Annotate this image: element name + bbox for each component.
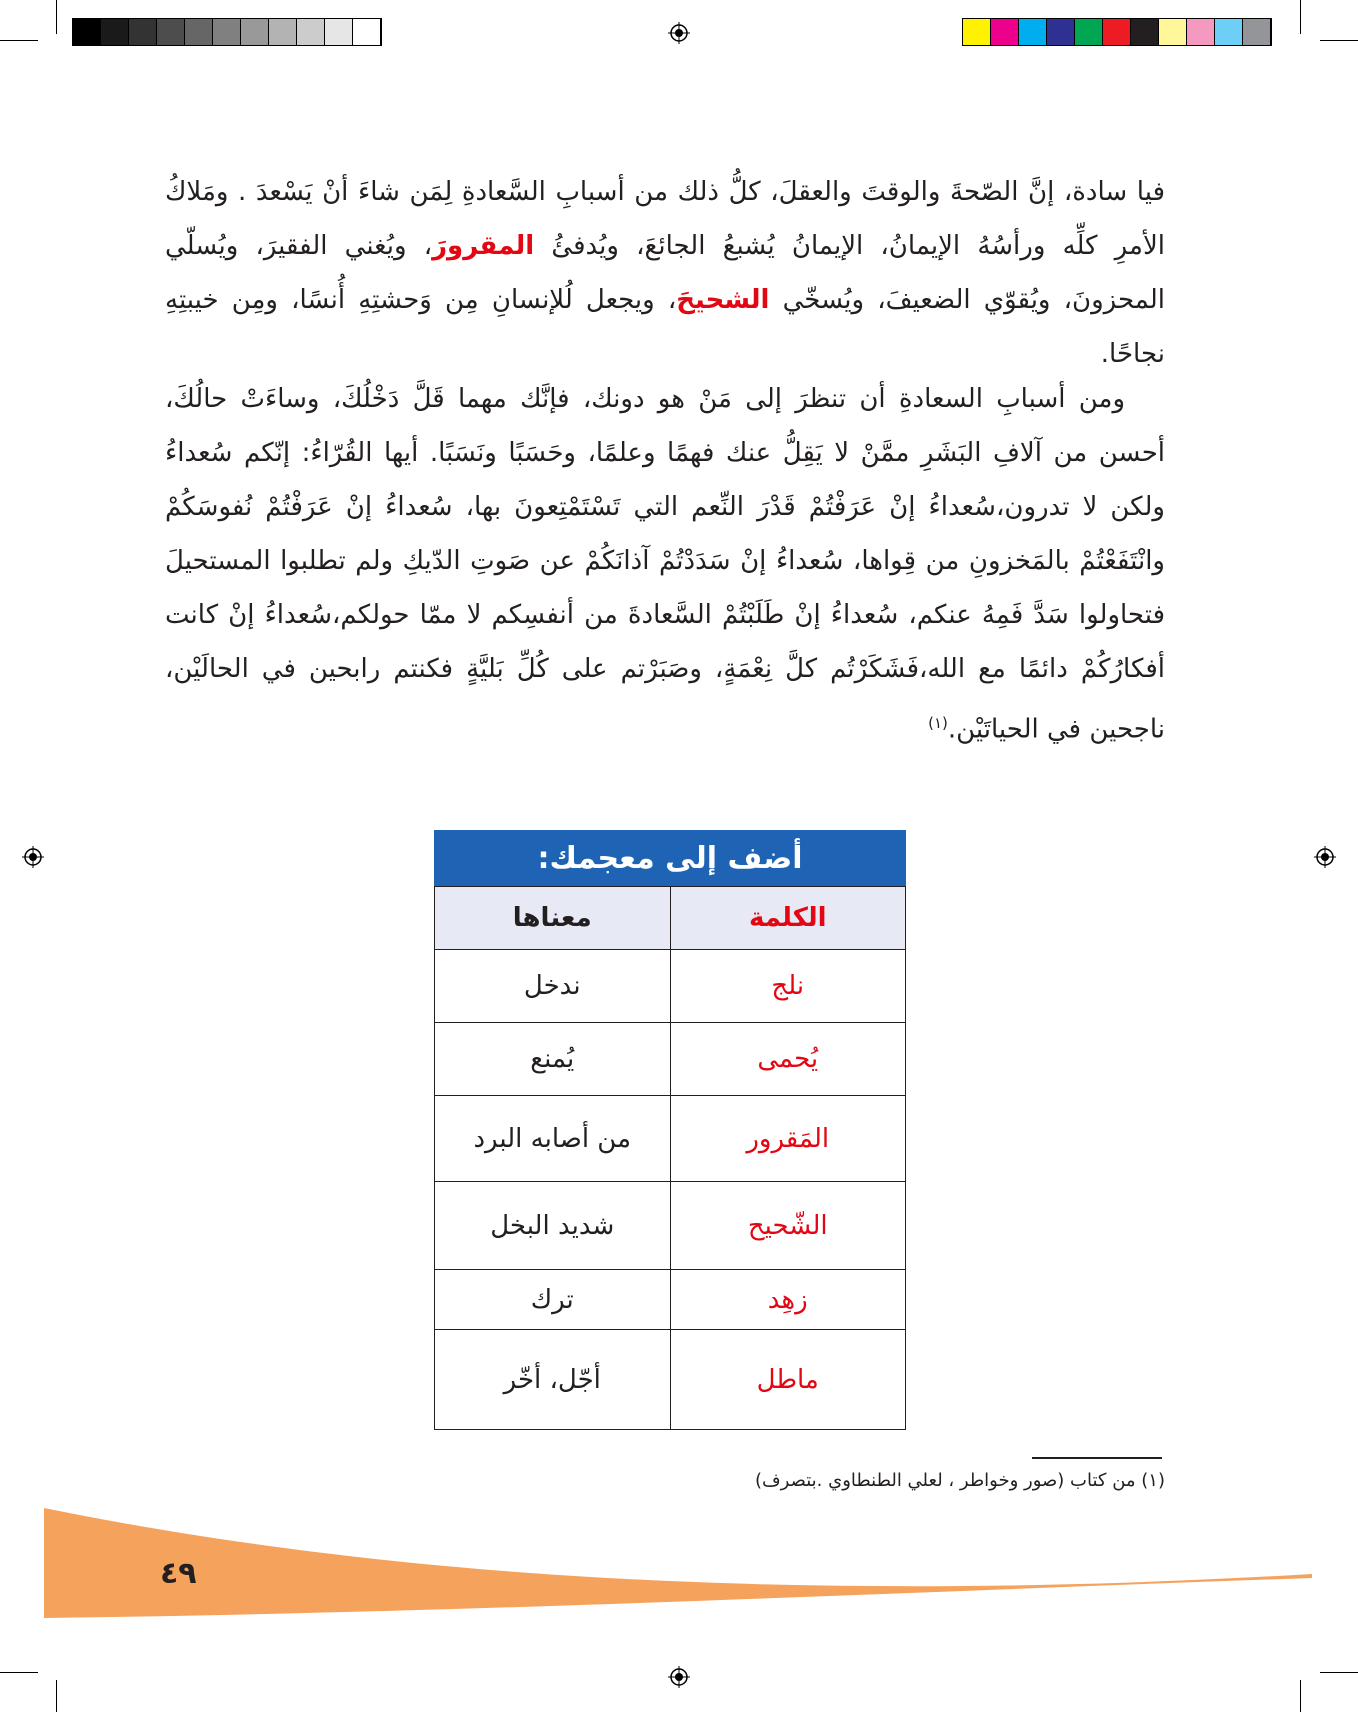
color-swatch — [1159, 19, 1187, 45]
word-cell: الشّحيح — [670, 1182, 906, 1270]
color-swatch — [1075, 19, 1103, 45]
registration-mark-icon — [668, 1666, 690, 1688]
meaning-cell: من أصابه البرد — [435, 1096, 671, 1182]
column-header-word: الكلمة — [670, 887, 906, 950]
crop-mark — [1320, 40, 1358, 41]
table-row — [435, 1096, 906, 1182]
highlighted-word: الشحيحَ — [676, 285, 770, 315]
grey-swatch — [213, 19, 241, 45]
footnote-rule — [1032, 1457, 1162, 1459]
registration-mark-icon — [668, 22, 690, 44]
footnote: (١) من كتاب (صور وخواطر ، لعلي الطنطاوي .بتصرف) — [755, 1470, 1165, 1491]
registration-mark-icon — [22, 846, 44, 868]
paragraph-text: ومن أسبابِ السعادةِ أن تنظرَ إلى مَنْ هو دونك، فإنَّك مهما قَلَّ دَخْلُكَ، وساءَتْ حالُكَ، أحسن من آلافِ البَشَرِ ممَّنْ لا يَقِلُّ عنك فهمًا وعلمًا، وحَسَبًا ونَسَبًا. أيها القُرّاءُ: إنّكم سُعداءُ ولكن لا تدرون،سُعداءُ إنْ عَرَفْتُمْ قَدْرَ النِّعم التي تَسْتَمْتِعونَ بها، سُعداءُ إنْ عَرَفْتُمْ نُفوسَكُمْ وانْتَفَعْتُمْ بالمَخزونِ من قِواها، سُعداءُ إنْ سَدَدْتُمْ آذانَكُمْ عن صَوتِ الدّيكِ ولم تطلبوا المستحيلَ فتحاولوا سَدَّ فَمِهُ عنكم، سُعداءُ إنْ طَلَبْتُمْ السَّعادةَ من أنفسِكم لا ممّا حولكم،سُعداءُ إنْ كانت أفكارُكُمْ دائمًا مع الله،فَشَكَرْتُم كلَّ نِعْمَةٍ، وصَبَرْتم على كُلِّ بَليَّةٍ فكنتم رابحين في الحالَيْن، ناجحين في الحياتَيْن. — [165, 384, 1165, 745]
crop-mark — [1300, 1680, 1301, 1712]
grey-calibration-bar — [72, 18, 382, 46]
word-cell: ماطل — [670, 1330, 906, 1430]
footnote-reference: (١) — [928, 714, 948, 732]
page-number: ٤٩ — [160, 1556, 197, 1591]
orange-footer-band — [0, 1500, 1358, 1630]
table-header-row — [435, 887, 906, 950]
table-row — [435, 950, 906, 1023]
color-swatch — [1215, 19, 1243, 45]
color-swatch — [1243, 19, 1271, 45]
color-swatch — [1047, 19, 1075, 45]
color-swatch — [1103, 19, 1131, 45]
column-header-meaning: معناها — [435, 887, 671, 950]
color-swatch — [1019, 19, 1047, 45]
grey-swatch — [297, 19, 325, 45]
word-cell: نلج — [670, 950, 906, 1023]
grey-swatch — [73, 19, 101, 45]
table-title: أضف إلى معجمك: — [434, 830, 906, 886]
paragraph-2 — [165, 372, 1165, 757]
table-row — [435, 1182, 906, 1270]
grey-swatch — [241, 19, 269, 45]
grey-swatch — [325, 19, 353, 45]
crop-mark — [56, 0, 57, 34]
meaning-cell: ترك — [435, 1270, 671, 1330]
word-cell: زهِد — [670, 1270, 906, 1330]
vocabulary-grid — [434, 886, 906, 1430]
meaning-cell: يُمنع — [435, 1023, 671, 1096]
paragraph-1 — [165, 165, 1165, 381]
grey-swatch — [129, 19, 157, 45]
color-swatch — [963, 19, 991, 45]
crop-mark — [1300, 0, 1301, 34]
vocabulary-table — [434, 830, 906, 1430]
table-row — [435, 1330, 906, 1430]
crop-mark — [0, 40, 38, 41]
grey-swatch — [185, 19, 213, 45]
table-row — [435, 1023, 906, 1096]
meaning-cell: شديد البخل — [435, 1182, 671, 1270]
crop-mark — [56, 1680, 57, 1712]
meaning-cell: أجّل، أخّر — [435, 1330, 671, 1430]
color-calibration-bar — [962, 18, 1272, 46]
color-swatch — [1131, 19, 1159, 45]
table-row — [435, 1270, 906, 1330]
grey-swatch — [101, 19, 129, 45]
meaning-cell: ندخل — [435, 950, 671, 1023]
color-swatch — [1187, 19, 1215, 45]
paragraph-text: ، ويجعل لُلإنسانِ مِن وَحشتِهِ أُنسًا، ومِن خيبتِهِ نجاحًا. — [165, 285, 1165, 369]
paragraph-text: فيا سادة، إنَّ الصّحةَ والوقتَ والعقلَ، كلُّ ذلك من أسبابِ السَّعادةِ لِمَن شاءَ أنْ يَسْعدَ . ومَلاكُ الأمرِ كلِّه ورأسُهُ الإيمانُ، الإيمانُ يُشبعُ الجائعَ، ويُدفئُ — [165, 177, 1165, 261]
grey-swatch — [353, 19, 381, 45]
word-cell: يُحمى — [670, 1023, 906, 1096]
grey-swatch — [269, 19, 297, 45]
paragraph-text: ، ويُغني الفقيرَ، ويُسلّي المحزونَ، ويُقوّي الضعيفَ، ويُسخّي — [165, 231, 1165, 315]
grey-swatch — [157, 19, 185, 45]
registration-mark-icon — [1314, 846, 1336, 868]
color-swatch — [991, 19, 1019, 45]
highlighted-word: المقرورَ — [432, 231, 535, 261]
word-cell: المَقرور — [670, 1096, 906, 1182]
crop-mark — [0, 1672, 38, 1673]
crop-mark — [1320, 1672, 1358, 1673]
